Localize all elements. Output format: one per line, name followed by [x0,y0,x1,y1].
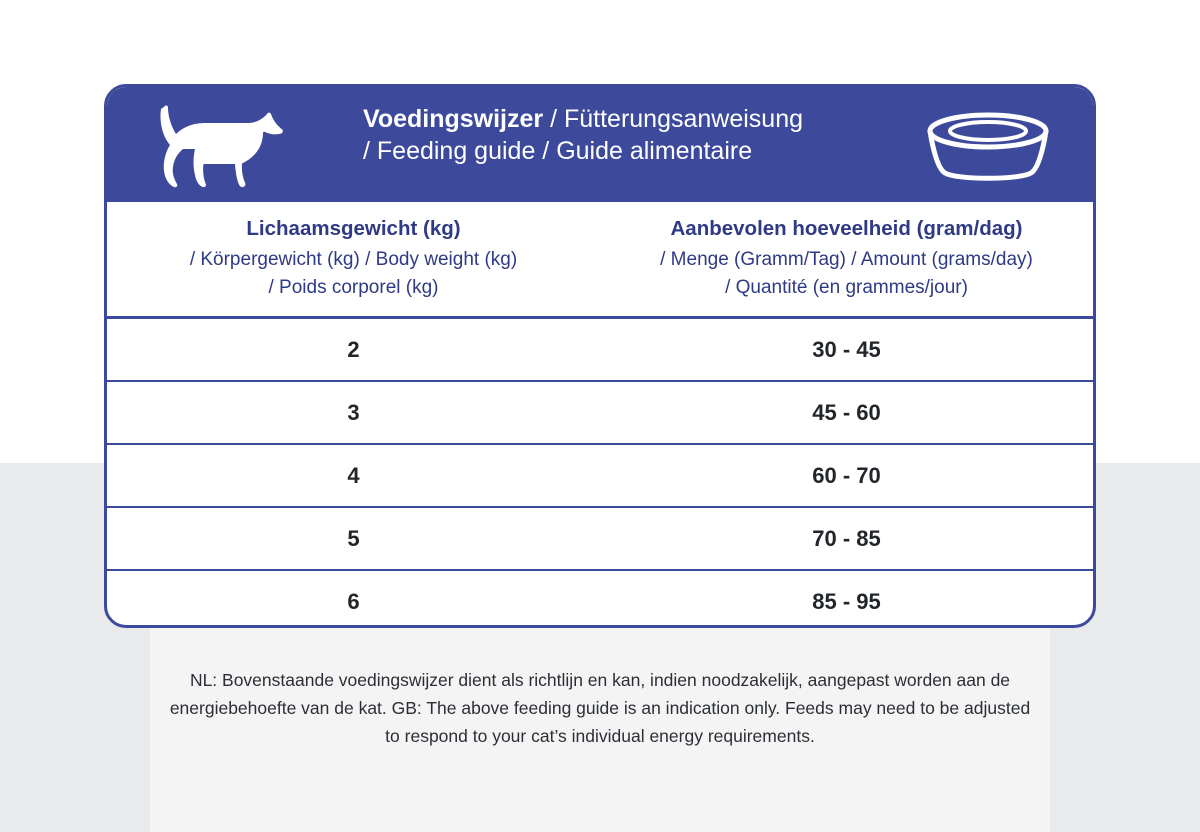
column-header-body-weight-sub2: / Poids corporel (kg) [268,276,439,298]
footnote-line-1: NL: Bovenstaande voedingswijzer dient als richtlijn en kan, indien noodzakelijk, aangepast worden aan de [189,670,1011,690]
cell-amount: 45 - 60 [812,399,881,425]
cell-amount: 30 - 45 [812,336,881,362]
header-title-line-2: / Feeding guide / Guide alimentaire [363,137,753,165]
column-header-body-weight-title: Lichaamsgewicht (kg) [246,216,461,240]
cell-body-weight: 3 [347,399,360,425]
cat-icon [143,101,333,196]
feeding-guide-card [104,84,1096,628]
column-header-body-weight-sub1: / Körpergewicht (kg) / Body weight (kg) [189,248,518,270]
header-title-nl: Voedingswijzer [363,105,544,133]
footnote [104,666,1096,750]
column-header-body-weight [107,202,600,316]
cell-body-weight: 6 [347,588,360,614]
table-row [107,571,1093,628]
column-header-amount-sub2: / Quantité (en grammes/jour) [725,276,968,298]
card-header [107,87,1093,202]
table-row [107,445,1093,508]
header-title-de: / Fütterungsanweisung [543,105,804,133]
cell-amount: 60 - 70 [812,462,881,488]
column-header-amount-sub1: / Menge (Gramm/Tag) / Amount (grams/day) [660,248,1033,270]
food-bowl-icon [923,111,1053,181]
cell-body-weight: 5 [347,525,360,551]
cell-amount: 85 - 95 [812,588,881,614]
footnote-line-3: to respond to your cat’s individual energy requirements. [385,726,815,746]
cell-body-weight: 2 [347,336,360,362]
table-column-headers [107,202,1093,319]
footnote-line-2: energiebehoefte van de kat. GB: The above feeding guide is an indication only. Feeds may need to be adjusted [169,698,1031,718]
column-header-amount-title: Aanbevolen hoeveelheid (gram/dag) [670,216,1023,240]
header-text [363,103,803,167]
table-row [107,508,1093,571]
table-row [107,319,1093,382]
table-row [107,382,1093,445]
cell-amount: 70 - 85 [812,525,881,551]
cell-body-weight: 4 [347,462,360,488]
column-header-amount [600,202,1093,316]
header-title-line-1 [363,103,803,135]
